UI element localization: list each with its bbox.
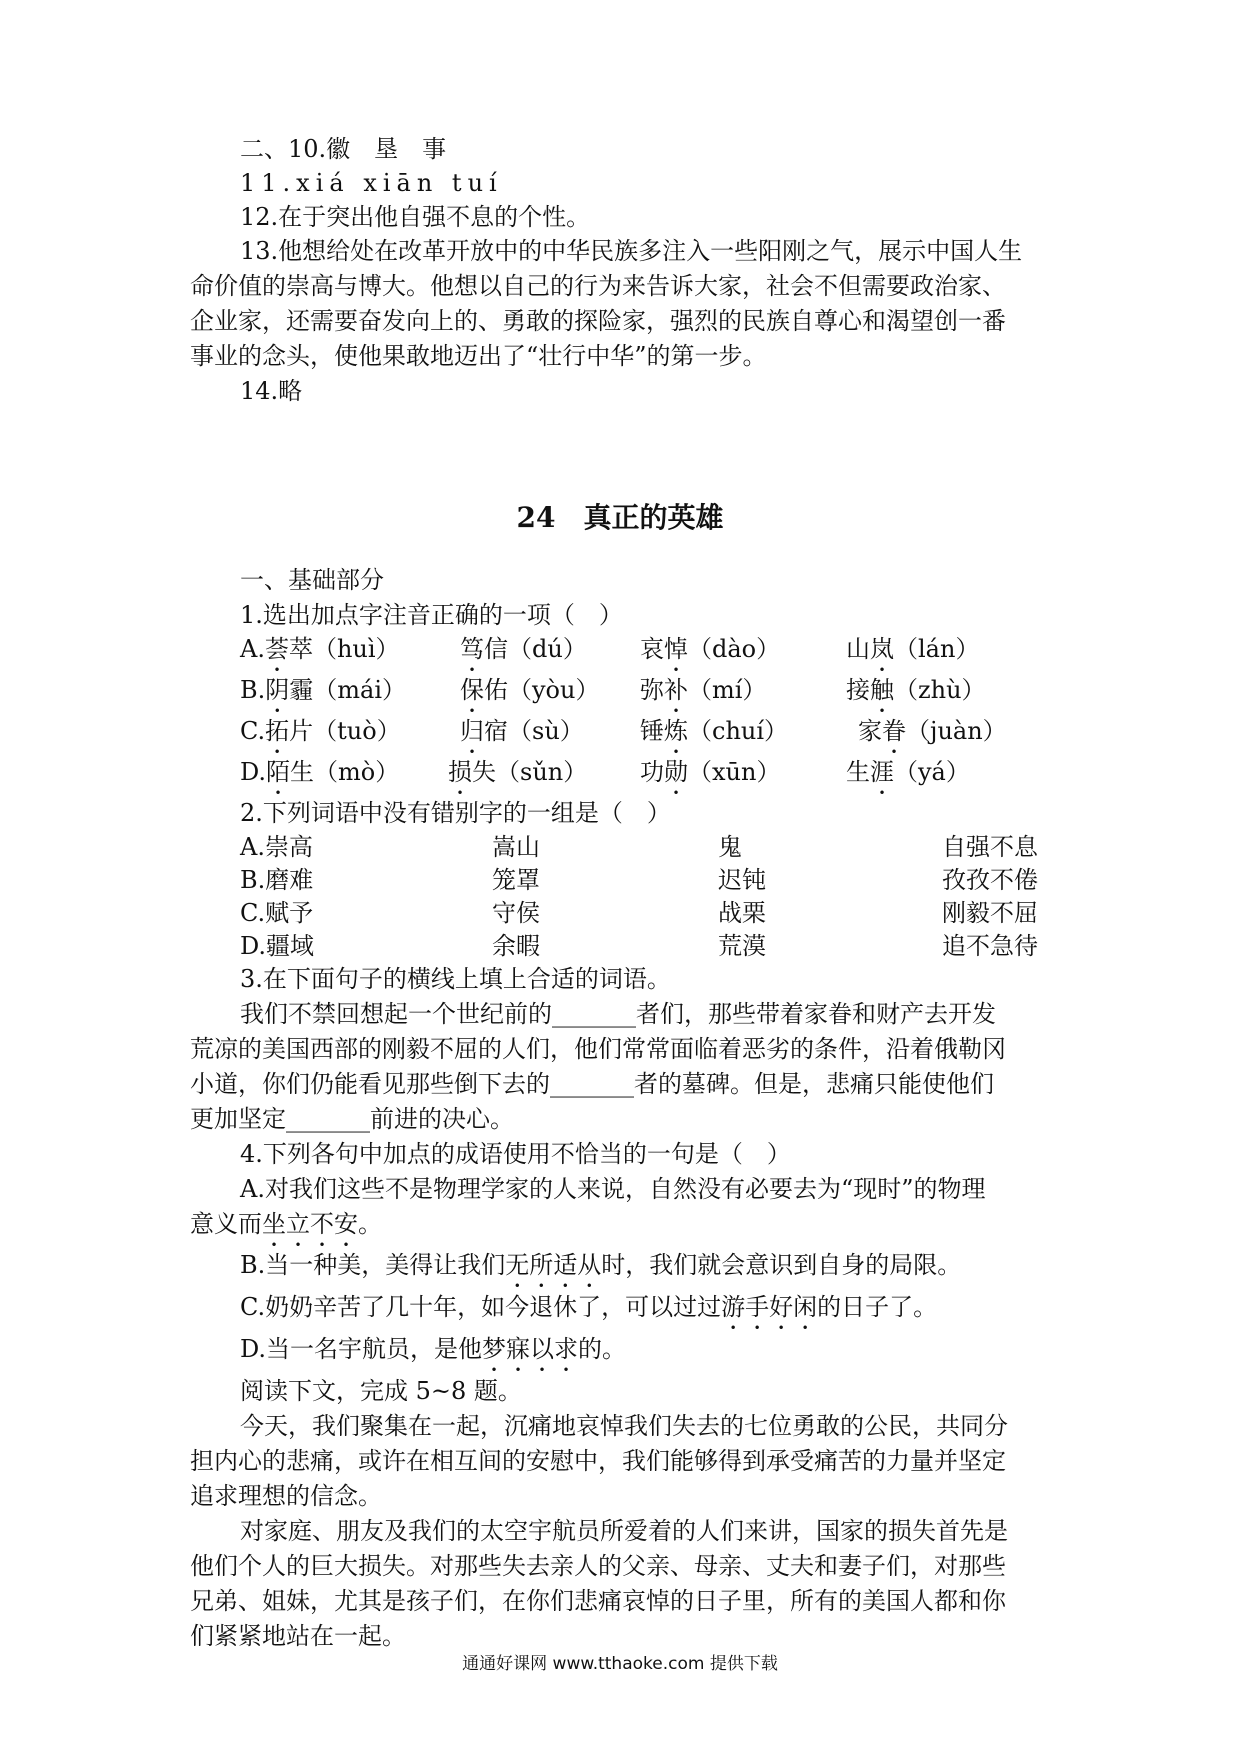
- answer-q14: 14.略: [240, 377, 303, 405]
- q2-word: 追不急待: [942, 932, 1038, 960]
- q4-option-b: B.当一种美，美得让我们无所适从时，我们就会意识到自身的局限。: [240, 1251, 962, 1279]
- q3-stem: 3.在下面句子的横线上填上合适的词语。: [240, 965, 671, 993]
- passage-line: 兄弟、姐妹，尤其是孩子们，在你们悲痛哀悼的日子里，所有的美国人都和你: [190, 1587, 1006, 1615]
- q2-word: D.疆域: [240, 932, 315, 960]
- q2-word: 守侯: [492, 899, 540, 927]
- passage-line: 追求理想的信念。: [190, 1482, 382, 1510]
- q1-a: C.拓片（tuò）: [240, 717, 401, 745]
- passage-line: 们紧紧地站在一起。: [190, 1622, 406, 1650]
- q1-b: 归宿（sù）: [460, 717, 584, 745]
- q3-line: 我们不禁回想起一个世纪前的_______者们，那些带着家眷和财产去开发: [240, 1000, 996, 1028]
- q2-word: 荒漠: [718, 932, 766, 960]
- q2-word: 迟钝: [718, 866, 766, 894]
- q4-stem: 4.下列各句中加点的成语使用不恰当的一句是（ ）: [240, 1140, 791, 1168]
- q1-c: 弥补（mí）: [640, 676, 767, 704]
- q1-a: A.荟萃（huì）: [240, 635, 400, 663]
- answer-q12: 12.在于突出他自强不息的个性。: [240, 203, 591, 231]
- q3-line: 更加坚定_______前进的决心。: [190, 1105, 514, 1133]
- q2-word: 战栗: [718, 899, 766, 927]
- q1-b: 保佑（yòu）: [460, 676, 600, 704]
- passage-line: 对家庭、朋友及我们的太空宇航员所爱着的人们来讲，国家的损失首先是: [240, 1517, 1008, 1545]
- passage-line: 他们个人的巨大损失。对那些失去亲人的父亲、母亲、丈夫和妻子们，对那些: [190, 1552, 1006, 1580]
- passage-line: 担内心的悲痛，或许在相互间的安慰中，我们能够得到承受痛苦的力量并坚定: [190, 1447, 1006, 1475]
- answer-q11: 11.xiá xiān tuí: [240, 169, 503, 197]
- answer-q13-line: 命价值的崇高与博大。他想以自己的行为来告诉大家，社会不但需要政治家、: [190, 272, 1006, 300]
- q1-b: 损失（sǔn）: [448, 758, 588, 786]
- answer-q13-line: 13.他想给处在改革开放中的中华民族多注入一些阳刚之气，展示中国人生: [240, 237, 1023, 265]
- q4-option-c: C.奶奶辛苦了几十年，如今退休了，可以过过游手好闲的日子了。: [240, 1293, 938, 1321]
- q2-word: 余暇: [492, 932, 540, 960]
- q2-word: 刚毅不屈: [942, 899, 1038, 927]
- q1-stem: 1.选出加点字注音正确的一项（ ）: [240, 601, 623, 629]
- q2-word: 鬼: [718, 833, 742, 861]
- q2-word: 自强不息: [942, 833, 1038, 861]
- q2-word: A.崇高: [240, 833, 313, 861]
- q1-d: 生涯（yá）: [846, 758, 970, 786]
- answer-q13-line: 企业家，还需要奋发向上的、勇敢的探险家，强烈的民族自尊心和渴望创一番: [190, 307, 1006, 335]
- q3-line: 荒凉的美国西部的刚毅不屈的人们，他们常常面临着恶劣的条件，沿着俄勒冈: [190, 1035, 1006, 1063]
- q4-option-a-cont: 意义而坐立不安。: [190, 1210, 382, 1238]
- q4-option-a: A.对我们这些不是物理学家的人来说，自然没有必要去为“现时”的物理: [240, 1175, 986, 1203]
- q2-word: 嵩山: [492, 833, 540, 861]
- q4-option-d: D.当一名宇航员，是他梦寐以求的。: [240, 1335, 627, 1363]
- q1-a: D.陌生（mò）: [240, 758, 400, 786]
- q1-b: 笃信（dú）: [460, 635, 587, 663]
- q3-line: 小道，你们仍能看见那些倒下去的_______者的墓碑。但是，悲痛只能使他们: [190, 1070, 994, 1098]
- reading-intro: 阅读下文，完成 5~8 题。: [240, 1377, 522, 1405]
- q2-stem: 2.下列词语中没有错别字的一组是（ ）: [240, 799, 671, 827]
- q1-a: B.阴霾（mái）: [240, 676, 407, 704]
- q1-d: 家眷（juàn）: [858, 717, 1007, 745]
- answer-q10: 二、10.徽 垦 事: [240, 135, 447, 163]
- passage-line: 今天，我们聚集在一起，沉痛地哀悼我们失去的七位勇敢的公民，共同分: [240, 1412, 1008, 1440]
- q1-c: 锤炼（chuí）: [640, 717, 789, 745]
- section-heading: 一、基础部分: [240, 566, 384, 594]
- q2-word: C.赋予: [240, 899, 314, 927]
- q1-d: 接触（zhù）: [846, 676, 986, 704]
- lesson-title: 24 真正的英雄: [516, 501, 724, 534]
- q2-word: B.磨难: [240, 866, 314, 894]
- q1-d: 山岚（lán）: [846, 635, 980, 663]
- q2-word: 孜孜不倦: [942, 866, 1038, 894]
- answer-q13-line: 事业的念头，使他果敢地迈出了“壮行中华”的第一步。: [190, 342, 767, 370]
- q1-c: 功勋（xūn）: [640, 758, 781, 786]
- q1-c: 哀悼（dào）: [640, 635, 781, 663]
- page-footer: 通通好课网 www.tthaoke.com 提供下载: [462, 1654, 778, 1674]
- q2-word: 笼罩: [492, 866, 540, 894]
